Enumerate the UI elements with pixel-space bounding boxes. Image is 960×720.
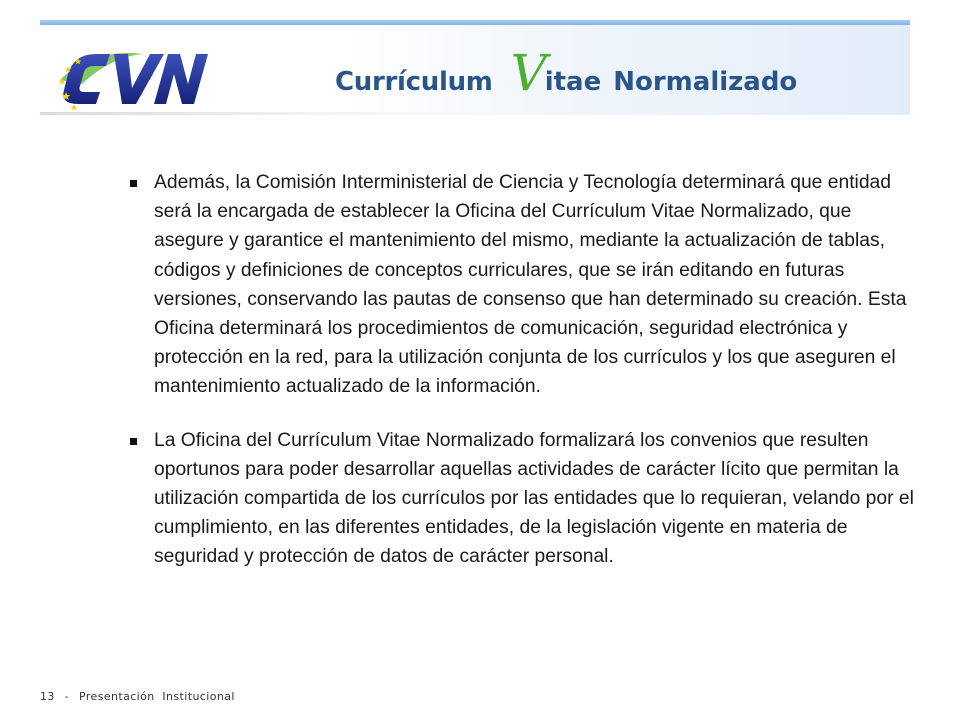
title-word-vitae [510, 44, 602, 102]
header-title [335, 44, 798, 104]
title-word-normalizado: Normalizado [613, 67, 798, 97]
slide-footer [40, 690, 235, 703]
bullet-item [130, 168, 915, 402]
square-bullet-icon [130, 426, 154, 572]
title-v-rest: itae [544, 67, 602, 97]
cvn-logo [52, 40, 217, 112]
title-v-letter: V [510, 44, 547, 102]
page-number: 13 [40, 690, 55, 703]
square-bullet-icon [130, 168, 154, 402]
footer-label: Presentación Institucional [79, 690, 235, 703]
header-shadow [40, 112, 480, 115]
bullet-text: La Oficina del Currículum Vitae Normalizado formalizará los convenios que resulten oportunos para poder desarrollar aquellas actividades de carácter lícito que permitan la utilización compartida de los currículos por las entidades que lo requieran, velando por el cumplimiento, en las diferentes entidades, de la legislación vigente en materia de seguridad y protección de datos de carácter personal. [154, 429, 914, 568]
bullet-text: Además, la Comisión Interministerial de Ciencia y Tecnología determinará que entidad será la encargada de establecer la Oficina del Currículum Vitae Normalizado, que asegure y garantice el mantenimiento del mismo, mediante la actualización de tablas, códigos y definiciones de conceptos curriculares, que se irán editando en futuras versiones, conservando las pautas de consenso que han determinado su creación. Esta Oficina determinará los procedimientos de comunicación, seguridad electrónica y protección en la red, para la utilización conjunta de los currículos y los que aseguren el mantenimiento actualizado de la información. [154, 172, 907, 398]
footer-separator: - [64, 690, 70, 703]
bullet-item [130, 426, 915, 572]
slide-body [130, 168, 915, 572]
title-word-curriculum: Currículum [335, 67, 493, 97]
